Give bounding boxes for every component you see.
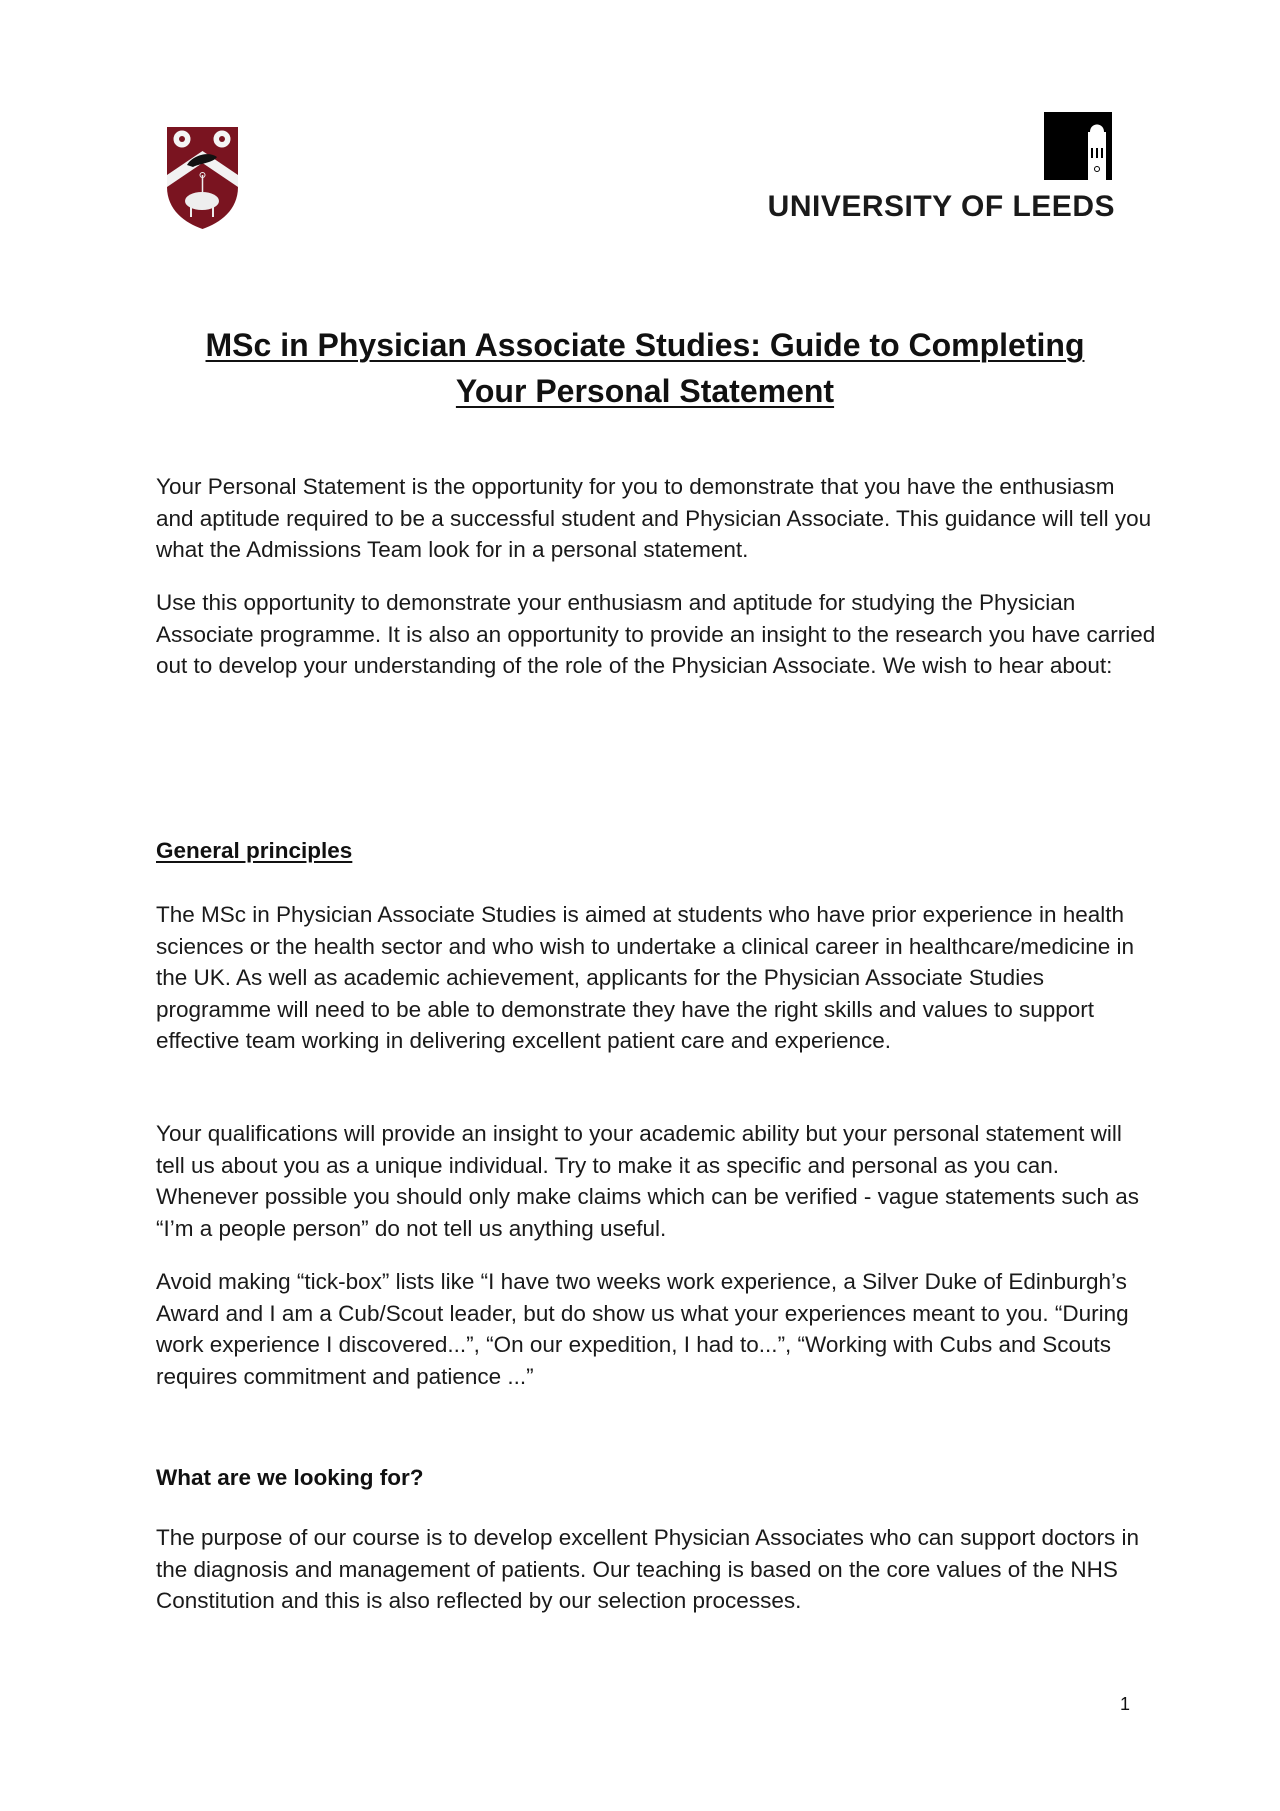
intro-paragraph: Use this opportunity to demonstrate your enthusiasm and aptitude for studying the Physician Associate programme. It is also an opportunity to provide an insight to the research you have carried out to develop your understanding of the role of the Physician Associate. We wish to hear about: [156,590,1156,678]
body-paragraph: The MSc in Physician Associate Studies is aimed at students who have prior experience in health sciences or the health sector and who wish to undertake a clinical career in healthcare/medicine in the UK. As well as academic achievement, applicants for the Physician Associate Studies programme will need to be able to demonstrate they have the right skills and values to support effective team working in delivering excellent patient care and experience. [156,902,1135,1053]
section-heading-general-principles: General principles [156,838,353,863]
page-number: 1 [1120,1694,1131,1714]
title-line-1: MSc in Physician Associate Studies: Guide to Completing [205,327,1085,363]
document-title [140,322,1150,414]
section-heading-what-are-we-looking-for: What are we looking for? [156,1465,424,1490]
intro-paragraph: Your Personal Statement is the opportunity for you to demonstrate that you have the enthusiasm and aptitude required to be a successful student and Physician Associate. This guidance will tell you what the Admissions Team look for in a personal statement. [156,474,1152,562]
parkinson-tower-icon [1044,112,1112,180]
university-logo [745,112,1115,222]
body-paragraph: Avoid making “tick-box” lists like “I have two weeks work experience, a Silver Duke of Edinburgh’s Award and I am a Cub/Scout leader, but do show us what your experiences meant to you. “During work experience I discovered...”, “On our expedition, I had to...”, “Working with Cubs and Scouts requires commitment and patience ...” [156,1269,1129,1389]
body-paragraph: The purpose of our course is to develop excellent Physician Associates who can support doctors in the diagnosis and management of patients. Our teaching is based on the core values of the NHS Constitution and this is also reflected by our selection processes. [156,1525,1140,1613]
university-crest-icon [165,125,240,230]
university-name: UNIVERSITY OF LEEDS [767,190,1115,223]
body-paragraph: Your qualifications will provide an insight to your academic ability but your personal statement will tell us about you as a unique individual. Try to make it as specific and personal as you can. Whenever possible you should only make claims which can be verified - vague statements such as “I’m a people person” do not tell us anything useful. [156,1121,1139,1241]
title-line-2: Your Personal Statement [455,373,835,409]
